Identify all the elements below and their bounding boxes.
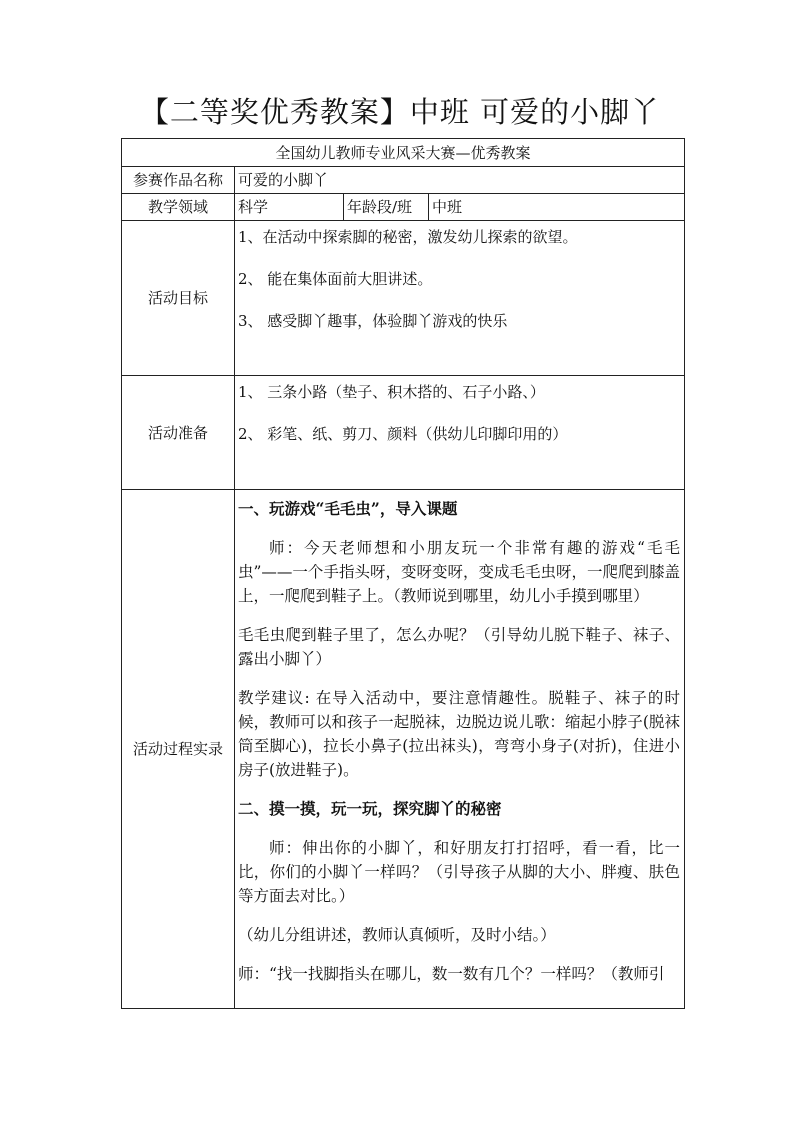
process-paragraph: （幼儿分组讲述，教师认真倾听，及时小结。） — [238, 926, 556, 944]
name-value: 可爱的小脚丫 — [235, 167, 685, 194]
goals-row — [122, 221, 685, 376]
process-cell — [235, 490, 685, 1009]
name-row — [122, 167, 685, 194]
process-paragraph: 毛毛虫爬到鞋子里了，怎么办呢？（引导幼儿脱下鞋子、袜子、露出小脚丫） — [238, 626, 681, 668]
goal-item: 1、在活动中探索脚的秘密，激发幼儿探索的欲望。 — [238, 228, 578, 246]
goal-item: 2、 能在集体面前大胆讲述。 — [238, 270, 433, 288]
document-title: 【二等奖优秀教案】中班 可爱的小脚丫 — [139, 95, 661, 129]
age-value: 中班 — [429, 194, 685, 221]
prep-cell — [235, 376, 685, 490]
goals-label: 活动目标 — [122, 221, 235, 376]
section-heading: 二、摸一摸，玩一玩，探究脚丫的秘密 — [238, 799, 502, 818]
process-paragraph: 师：今天老师想和小朋友玩一个非常有趣的游戏“毛毛虫”——一个手指头呀，变呀变呀，变成毛毛虫呀，一爬爬到膝盖上，一爬爬到鞋子上。（教师说到哪里，幼儿小手摸到哪里） — [238, 539, 681, 605]
name-label: 参赛作品名称 — [122, 167, 235, 194]
process-label: 活动过程实录 — [122, 490, 235, 1009]
table-header-row — [122, 139, 685, 167]
goal-item: 3、 感受脚丫趣事，体验脚丫游戏的快乐 — [238, 312, 508, 330]
domain-row — [122, 194, 685, 221]
section-heading: 一、玩游戏“毛毛虫”，导入课题 — [238, 499, 458, 518]
prep-item: 2、 彩笔、纸、剪刀、颜料（供幼儿印脚印用的） — [238, 425, 568, 443]
domain-value: 科学 — [235, 194, 344, 221]
lesson-plan-table — [121, 138, 685, 1009]
process-row — [122, 490, 685, 1009]
domain-label: 教学领域 — [122, 194, 235, 221]
prep-item: 1、 三条小路（垫子、积木搭的、石子小路、） — [238, 383, 545, 401]
prep-row — [122, 376, 685, 490]
teaching-tip-paragraph: 教学建议: 在导入活动中，要注意情趣性。脱鞋子、袜子的时候，教师可以和孩子一起脱袜，边脱边说儿歌：缩起小脖子(脱袜筒至脚心)，拉长小鼻子(拉出袜头)，弯弯小身子(对折)，住进小房子(放进鞋子)。 — [238, 689, 681, 779]
prep-label: 活动准备 — [122, 376, 235, 490]
process-paragraph: 师：伸出你的小脚丫，和好朋友打打招呼，看一看，比一比，你们的小脚丫一样吗？（引导孩子从脚的大小、胖瘦、肤色等方面去对比。） — [238, 839, 681, 905]
table-header: 全国幼儿教师专业风采大赛—优秀教案 — [122, 139, 685, 167]
age-label: 年龄段/班 — [344, 194, 429, 221]
goals-cell — [235, 221, 685, 376]
process-paragraph: 师：“找一找脚指头在哪儿，数一数有几个？一样吗？（教师引 — [238, 965, 665, 983]
